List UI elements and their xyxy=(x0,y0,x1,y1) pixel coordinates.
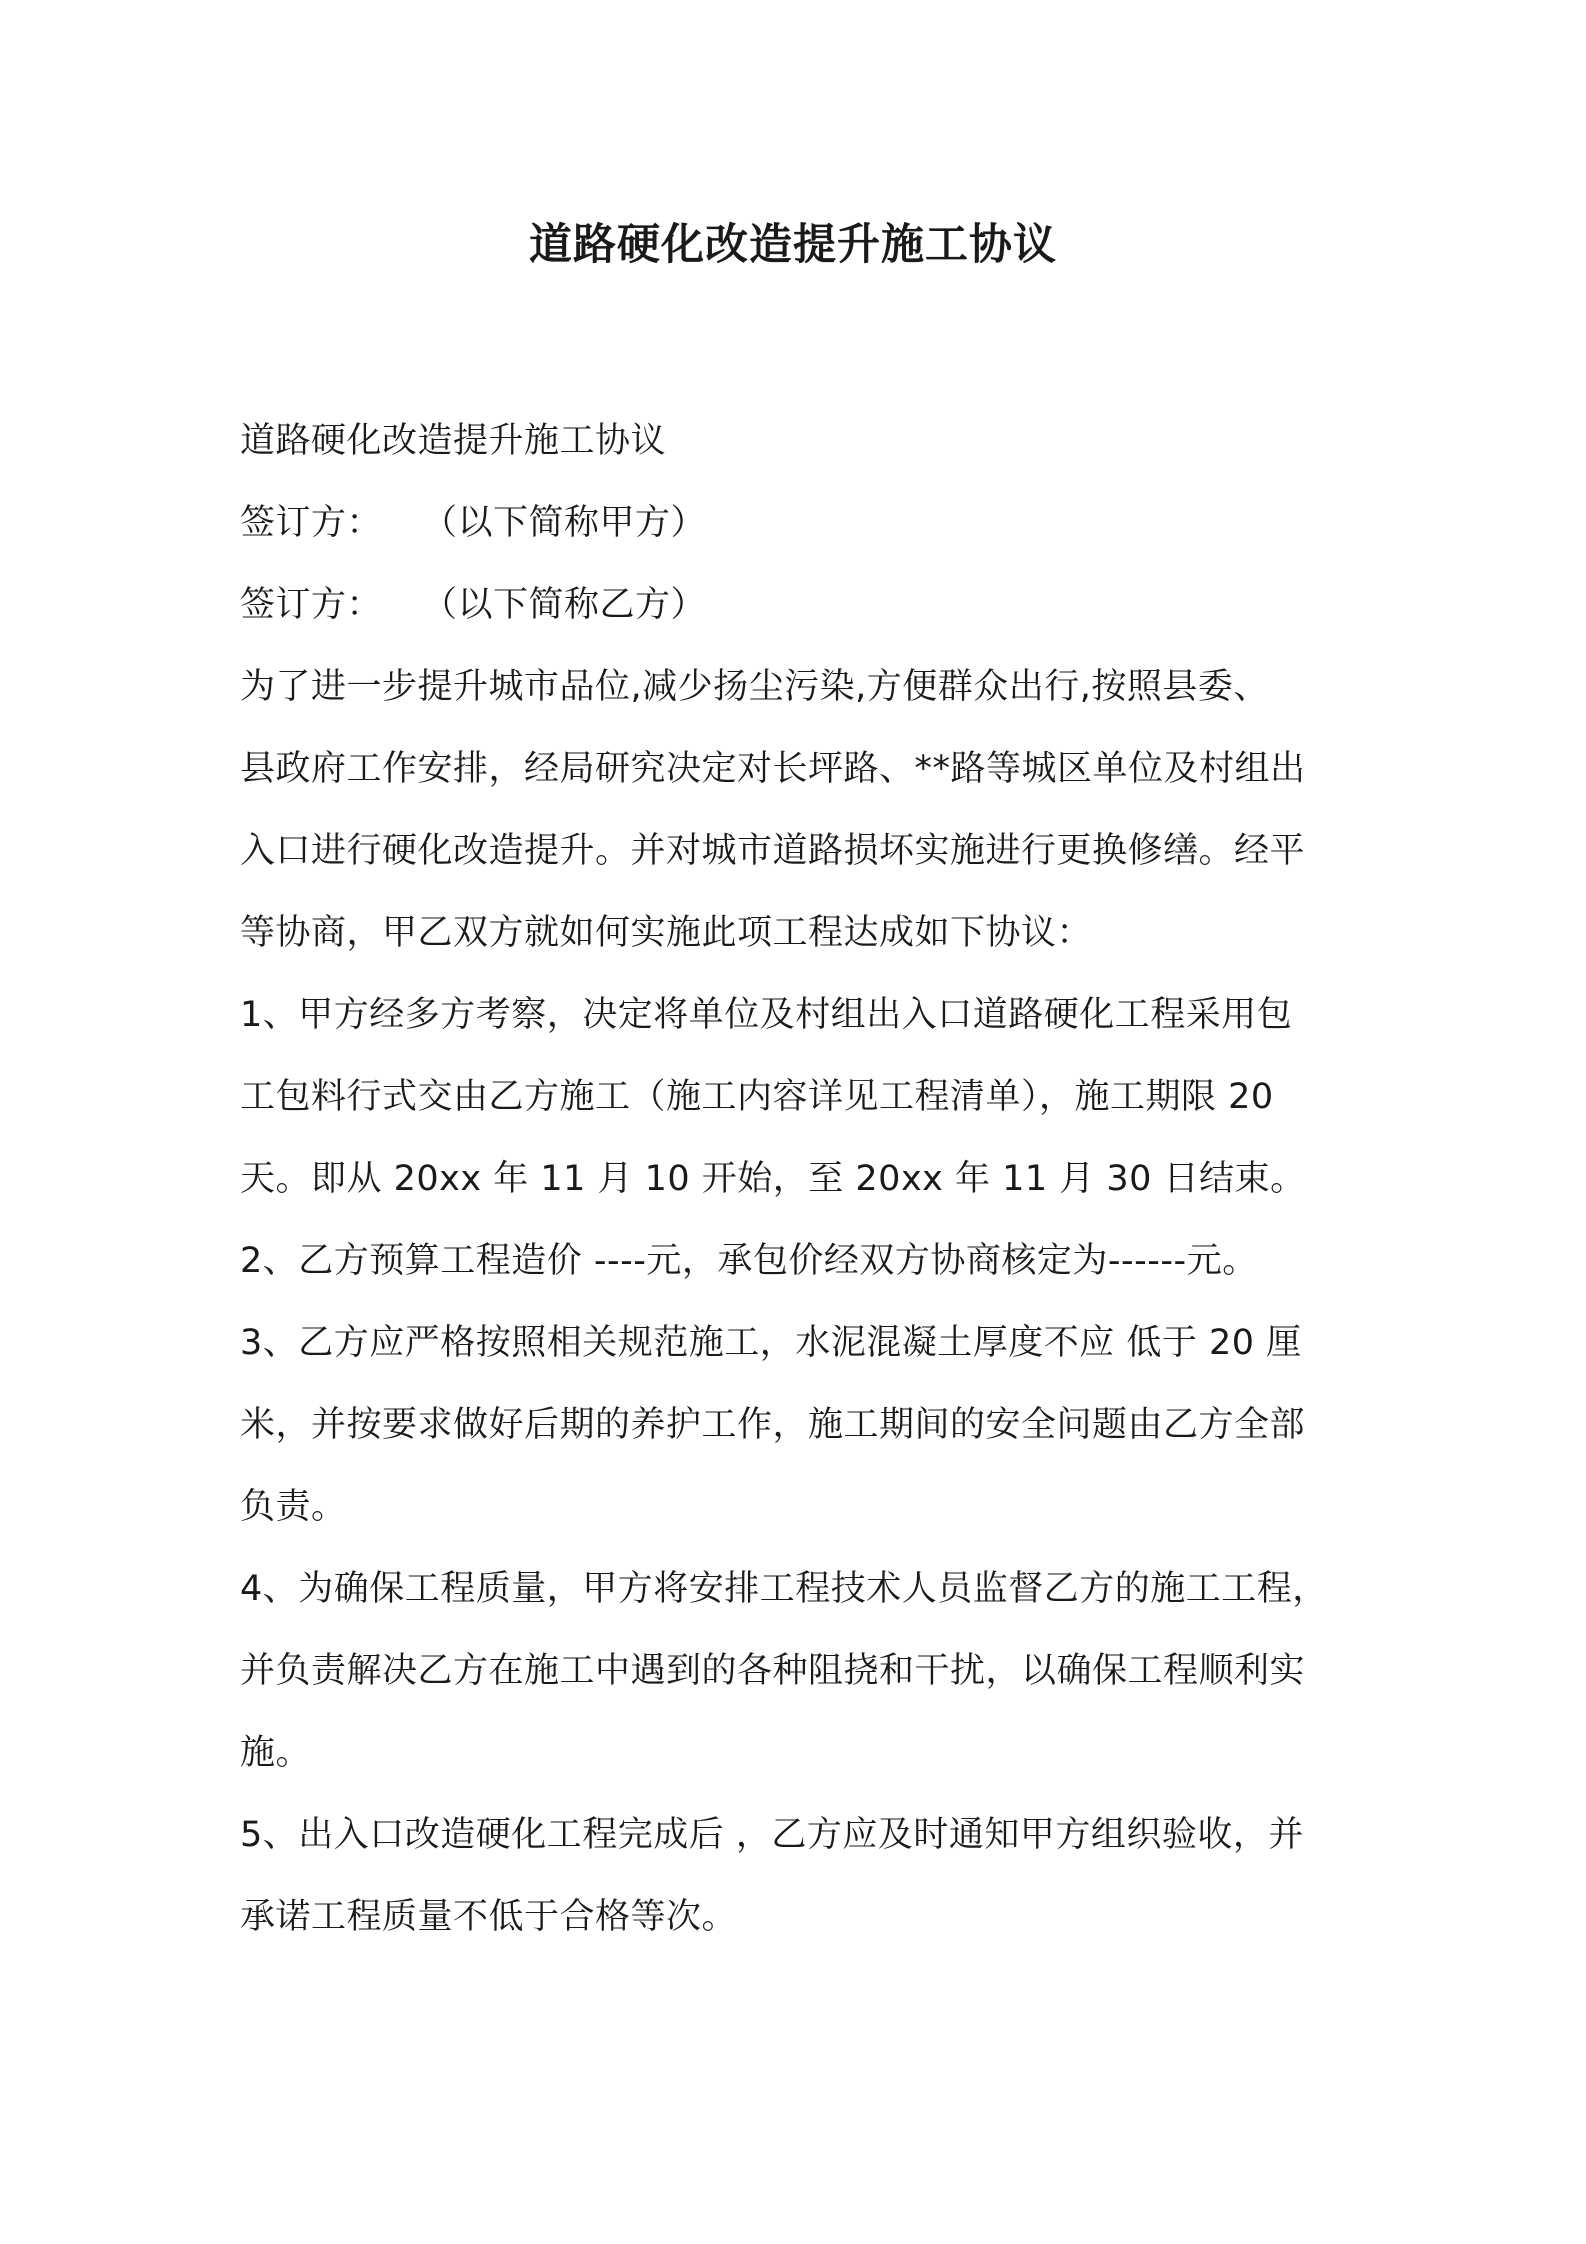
clause-line: 工包料行式交由乙方施工（施工内容详见工程清单），施工期限 20 xyxy=(240,1077,1274,1117)
clause-line: 负责。 xyxy=(240,1487,347,1527)
party-a-note: （以下简称甲方） xyxy=(422,503,707,543)
document-title: 道路硬化改造提升施工协议 xyxy=(529,220,1057,270)
clause-line: 2、乙方预算工程造价 ----元，承包价经双方协商核定为------元。 xyxy=(240,1241,1258,1281)
paragraph-line: 等协商，甲乙双方就如何实施此项工程达成如下协议： xyxy=(240,913,1093,953)
clause-line: 1、甲方经多方考察，决定将单位及村组出入口道路硬化工程采用包 xyxy=(240,995,1293,1035)
document-subtitle: 道路硬化改造提升施工协议 xyxy=(240,421,667,461)
clause-line: 承诺工程质量不低于合格等次。 xyxy=(240,1897,738,1937)
paragraph-line: 为了进一步提升城市品位,减少扬尘污染,方便群众出行,按照县委、 xyxy=(240,667,1269,707)
clause-line: 5、出入口改造硬化工程完成后 ，乙方应及时通知甲方组织验收，并 xyxy=(240,1815,1304,1855)
document-body xyxy=(240,400,1360,1958)
party-b-line xyxy=(240,564,1360,646)
party-b-note: （以下简称乙方） xyxy=(422,585,707,625)
clause-line: 天。即从 20xx 年 11 月 10 开始，至 20xx 年 11 月 30 日结束。 xyxy=(240,1159,1306,1199)
party-a-label: 签订方： xyxy=(240,503,383,543)
clause-line: 4、为确保工程质量，甲方将安排工程技术人员监督乙方的施工工程， xyxy=(240,1569,1328,1609)
clause-line: 米，并按要求做好后期的养护工作，施工期间的安全问题由乙方全部 xyxy=(240,1405,1306,1445)
paragraph-line: 入口进行硬化改造提升。并对城市道路损坏实施进行更换修缮。经平 xyxy=(240,831,1306,871)
clause-line: 施。 xyxy=(240,1733,312,1773)
clause-line: 并负责解决乙方在施工中遇到的各种阻挠和干扰，以确保工程顺利实 xyxy=(240,1651,1306,1691)
paragraph-line: 县政府工作安排，经局研究决定对长坪路、**路等城区单位及村组出 xyxy=(240,749,1306,789)
party-a-line xyxy=(240,482,1360,564)
party-b-label: 签订方： xyxy=(240,585,383,625)
clause-line: 3、乙方应严格按照相关规范施工，水泥混凝土厚度不应 低于 20 厘 xyxy=(240,1323,1302,1363)
